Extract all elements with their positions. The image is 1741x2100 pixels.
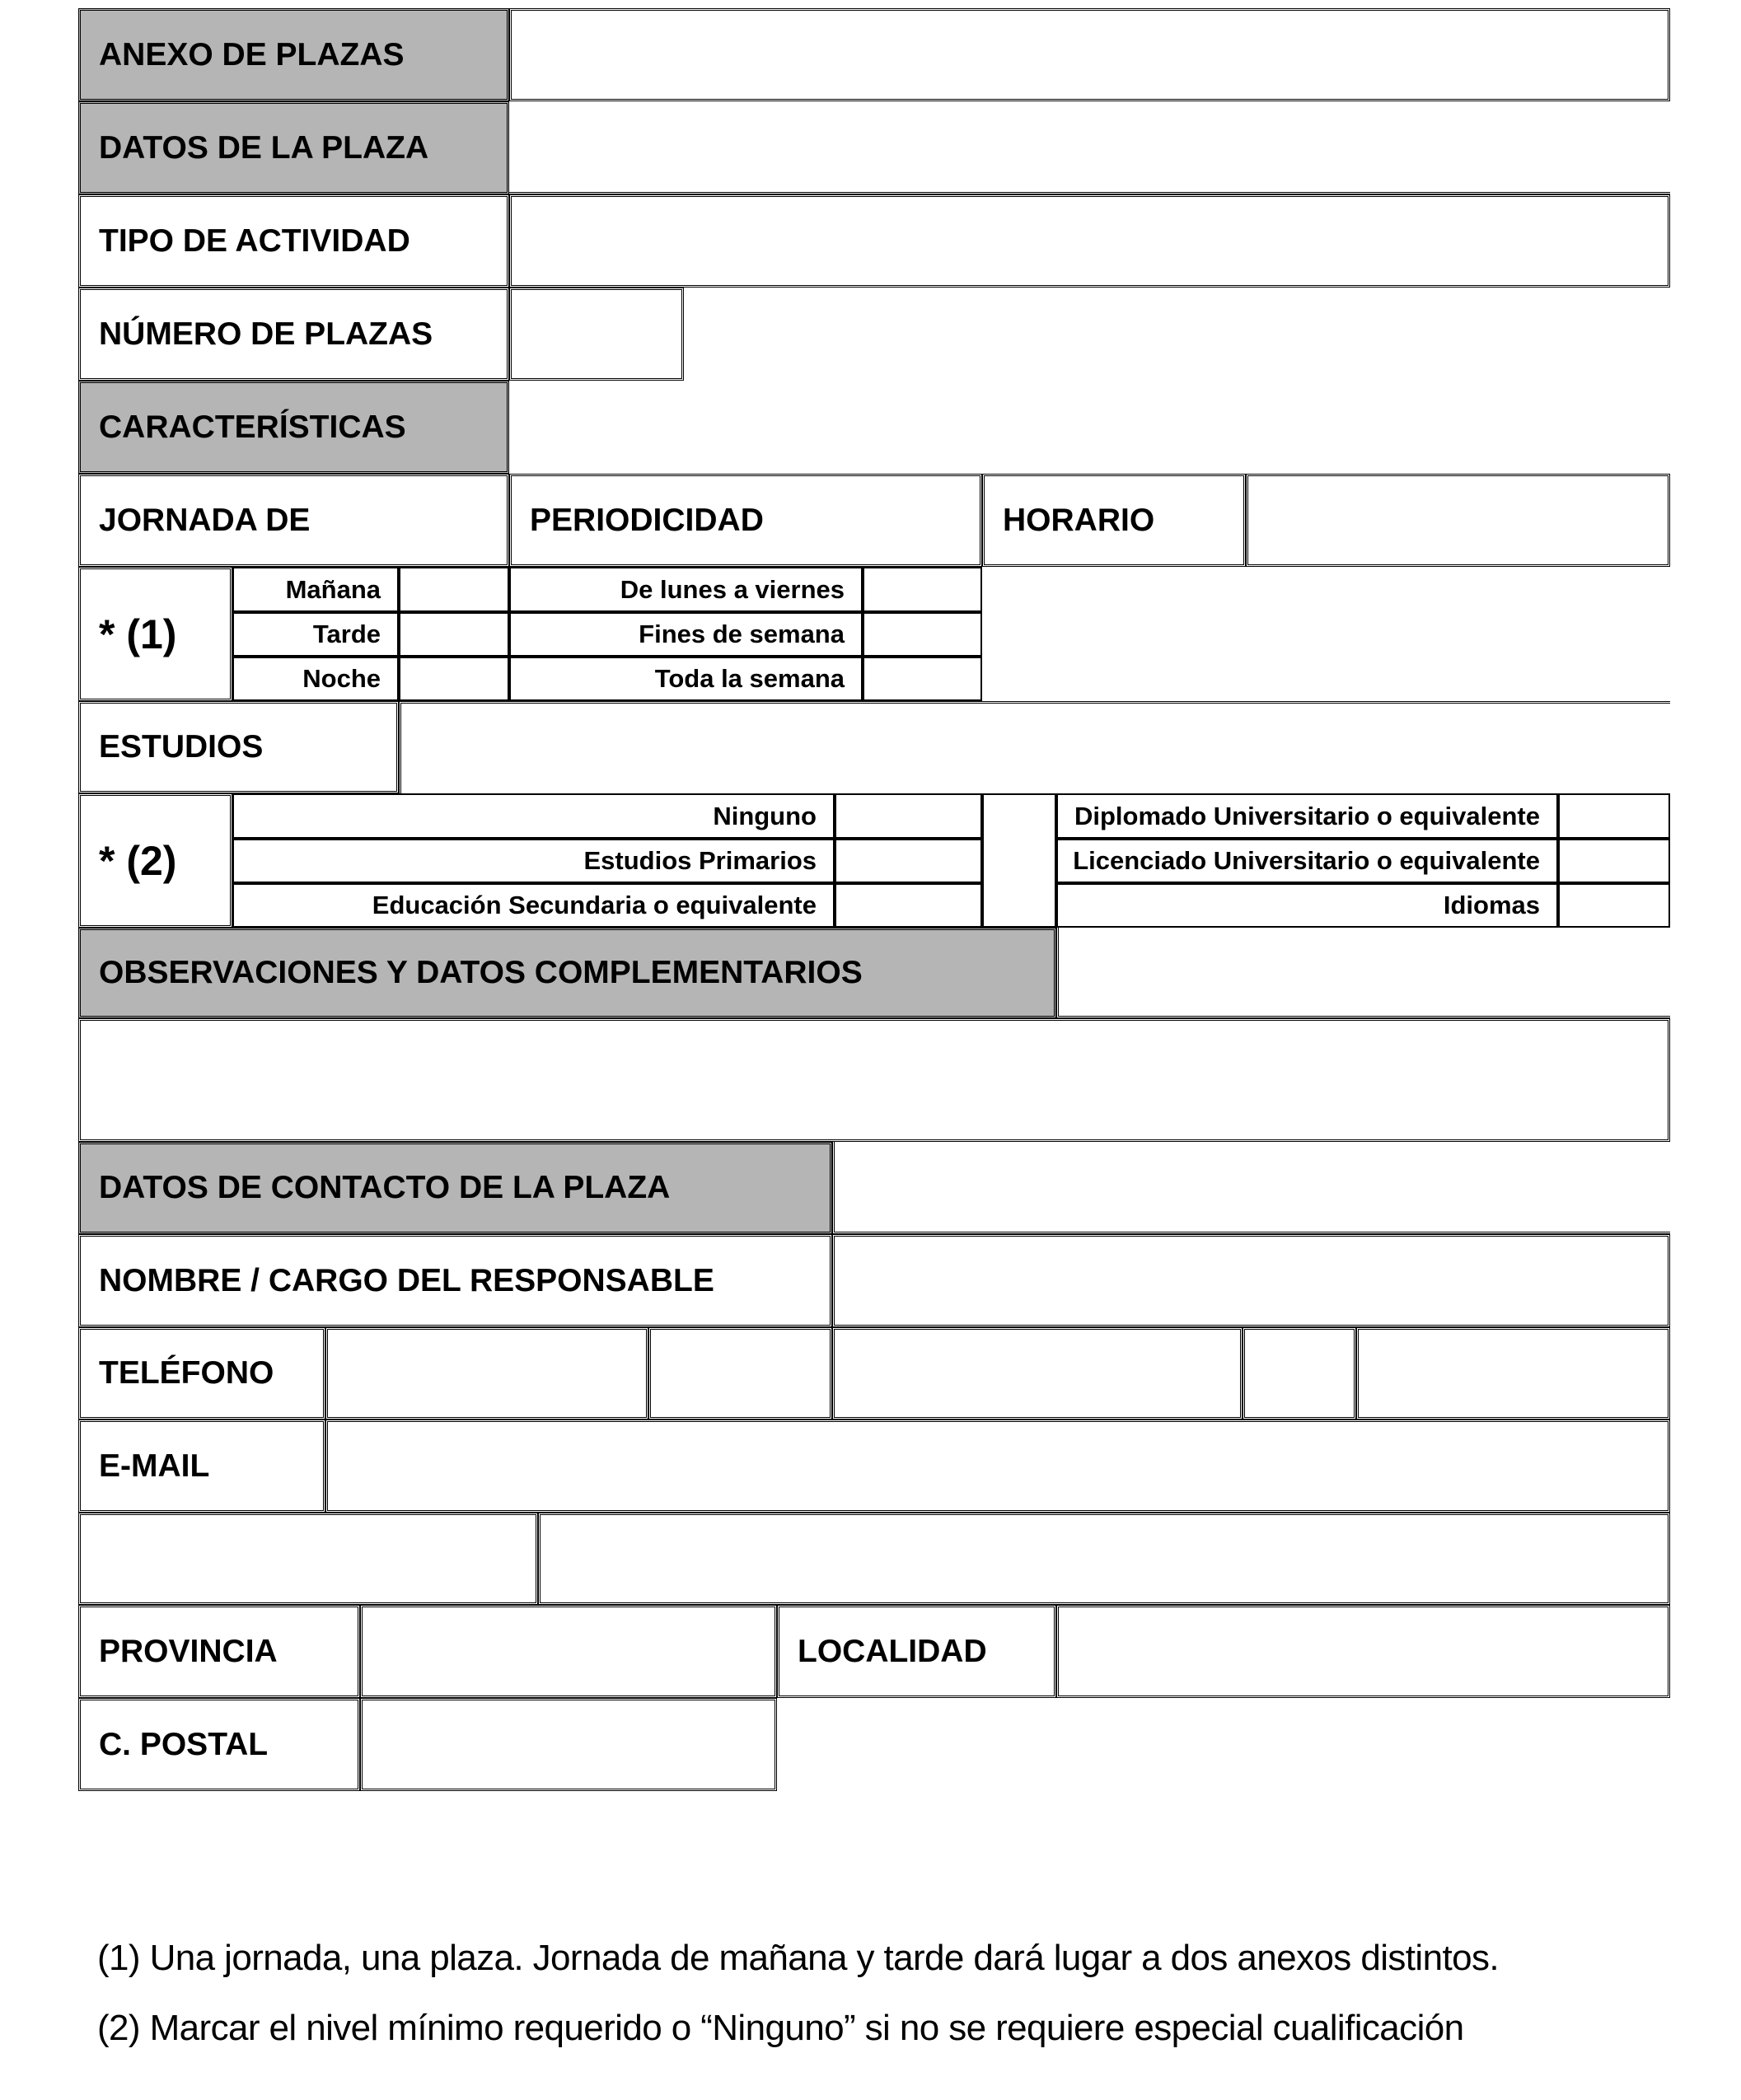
localidad-label: LOCALIDAD [777, 1605, 1056, 1698]
idiomas-label: Idiomas [1056, 883, 1558, 928]
estudios-label: ESTUDIOS [78, 701, 399, 793]
licenciado-label: Licenciado Universitario o equivalente [1056, 839, 1558, 883]
numero-plazas-field[interactable] [509, 288, 684, 381]
telefono-field-1[interactable] [325, 1327, 648, 1419]
contacto-spacer [832, 1142, 1670, 1234]
telefono-field-2[interactable] [648, 1327, 832, 1419]
toda-semana-label: Toda la semana [509, 657, 863, 701]
blank-field-cell[interactable] [538, 1513, 1670, 1605]
lunes-viernes-label: De lunes a viernes [509, 567, 863, 612]
anexo-field[interactable] [509, 8, 1670, 101]
idiomas-checkbox[interactable] [1558, 883, 1670, 928]
fines-semana-checkbox[interactable] [863, 612, 982, 657]
periodicidad-label: PERIODICIDAD [509, 474, 982, 567]
caracteristicas-label: CARACTERÍSTICAS [78, 381, 509, 474]
footnote-1: (1) Una jornada, una plaza. Jornada de mañana y tarde dará lugar a dos anexos distintos. [97, 1938, 1499, 1978]
tarde-label: Tarde [232, 612, 399, 657]
manana-label: Mañana [232, 567, 399, 612]
ninguno-checkbox[interactable] [835, 793, 982, 839]
secundaria-checkbox[interactable] [835, 883, 982, 928]
contacto-label: DATOS DE CONTACTO DE LA PLAZA [78, 1142, 832, 1234]
noche-checkbox[interactable] [399, 657, 509, 701]
telefono-field-4[interactable] [1243, 1327, 1356, 1419]
responsable-field[interactable] [832, 1234, 1670, 1327]
ref1-label: * (1) [78, 567, 232, 701]
tarde-checkbox[interactable] [399, 612, 509, 657]
observaciones-label: OBSERVACIONES Y DATOS COMPLEMENTARIOS [78, 928, 1056, 1018]
telefono-field-5[interactable] [1356, 1327, 1670, 1419]
ninguno-label: Ninguno [232, 793, 835, 839]
observaciones-spacer [1056, 928, 1670, 1018]
diplomado-checkbox[interactable] [1558, 793, 1670, 839]
jornada-label: JORNADA DE [78, 474, 509, 567]
observaciones-field[interactable] [78, 1018, 1670, 1142]
numero-plazas-label: NÚMERO DE PLAZAS [78, 288, 509, 381]
email-field[interactable] [325, 1419, 1670, 1513]
cpostal-label: C. POSTAL [78, 1698, 360, 1791]
tipo-actividad-label: TIPO DE ACTIVIDAD [78, 194, 509, 288]
email-label: E-MAIL [78, 1419, 325, 1513]
anexo-label: ANEXO DE PLAZAS [78, 8, 509, 101]
horario-field[interactable] [1246, 474, 1670, 567]
fines-semana-label: Fines de semana [509, 612, 863, 657]
footnote-2: (2) Marcar el nivel mínimo requerido o “Ninguno” si no se requiere especial cualificación [97, 2008, 1464, 2048]
manana-checkbox[interactable] [399, 567, 509, 612]
datos-plaza-field [509, 101, 1670, 194]
secundaria-label: Educación Secundaria o equivalente [232, 883, 835, 928]
lunes-viernes-checkbox[interactable] [863, 567, 982, 612]
responsable-label: NOMBRE / CARGO DEL RESPONSABLE [78, 1234, 832, 1327]
licenciado-checkbox[interactable] [1558, 839, 1670, 883]
primarios-checkbox[interactable] [835, 839, 982, 883]
toda-semana-checkbox[interactable] [863, 657, 982, 701]
primarios-label: Estudios Primarios [232, 839, 835, 883]
telefono-field-3[interactable] [832, 1327, 1243, 1419]
estudios-spacer [982, 793, 1056, 928]
noche-label: Noche [232, 657, 399, 701]
tipo-actividad-field[interactable] [509, 194, 1670, 288]
cpostal-field[interactable] [360, 1698, 777, 1791]
datos-plaza-label: DATOS DE LA PLAZA [78, 101, 509, 194]
estudios-field [399, 701, 1670, 793]
diplomado-label: Diplomado Universitario o equivalente [1056, 793, 1558, 839]
provincia-field[interactable] [360, 1605, 777, 1698]
localidad-field[interactable] [1056, 1605, 1670, 1698]
provincia-label: PROVINCIA [78, 1605, 360, 1698]
ref2-label: * (2) [78, 793, 232, 928]
telefono-label: TELÉFONO [78, 1327, 325, 1419]
blank-label-cell [78, 1513, 538, 1605]
horario-label: HORARIO [982, 474, 1246, 567]
